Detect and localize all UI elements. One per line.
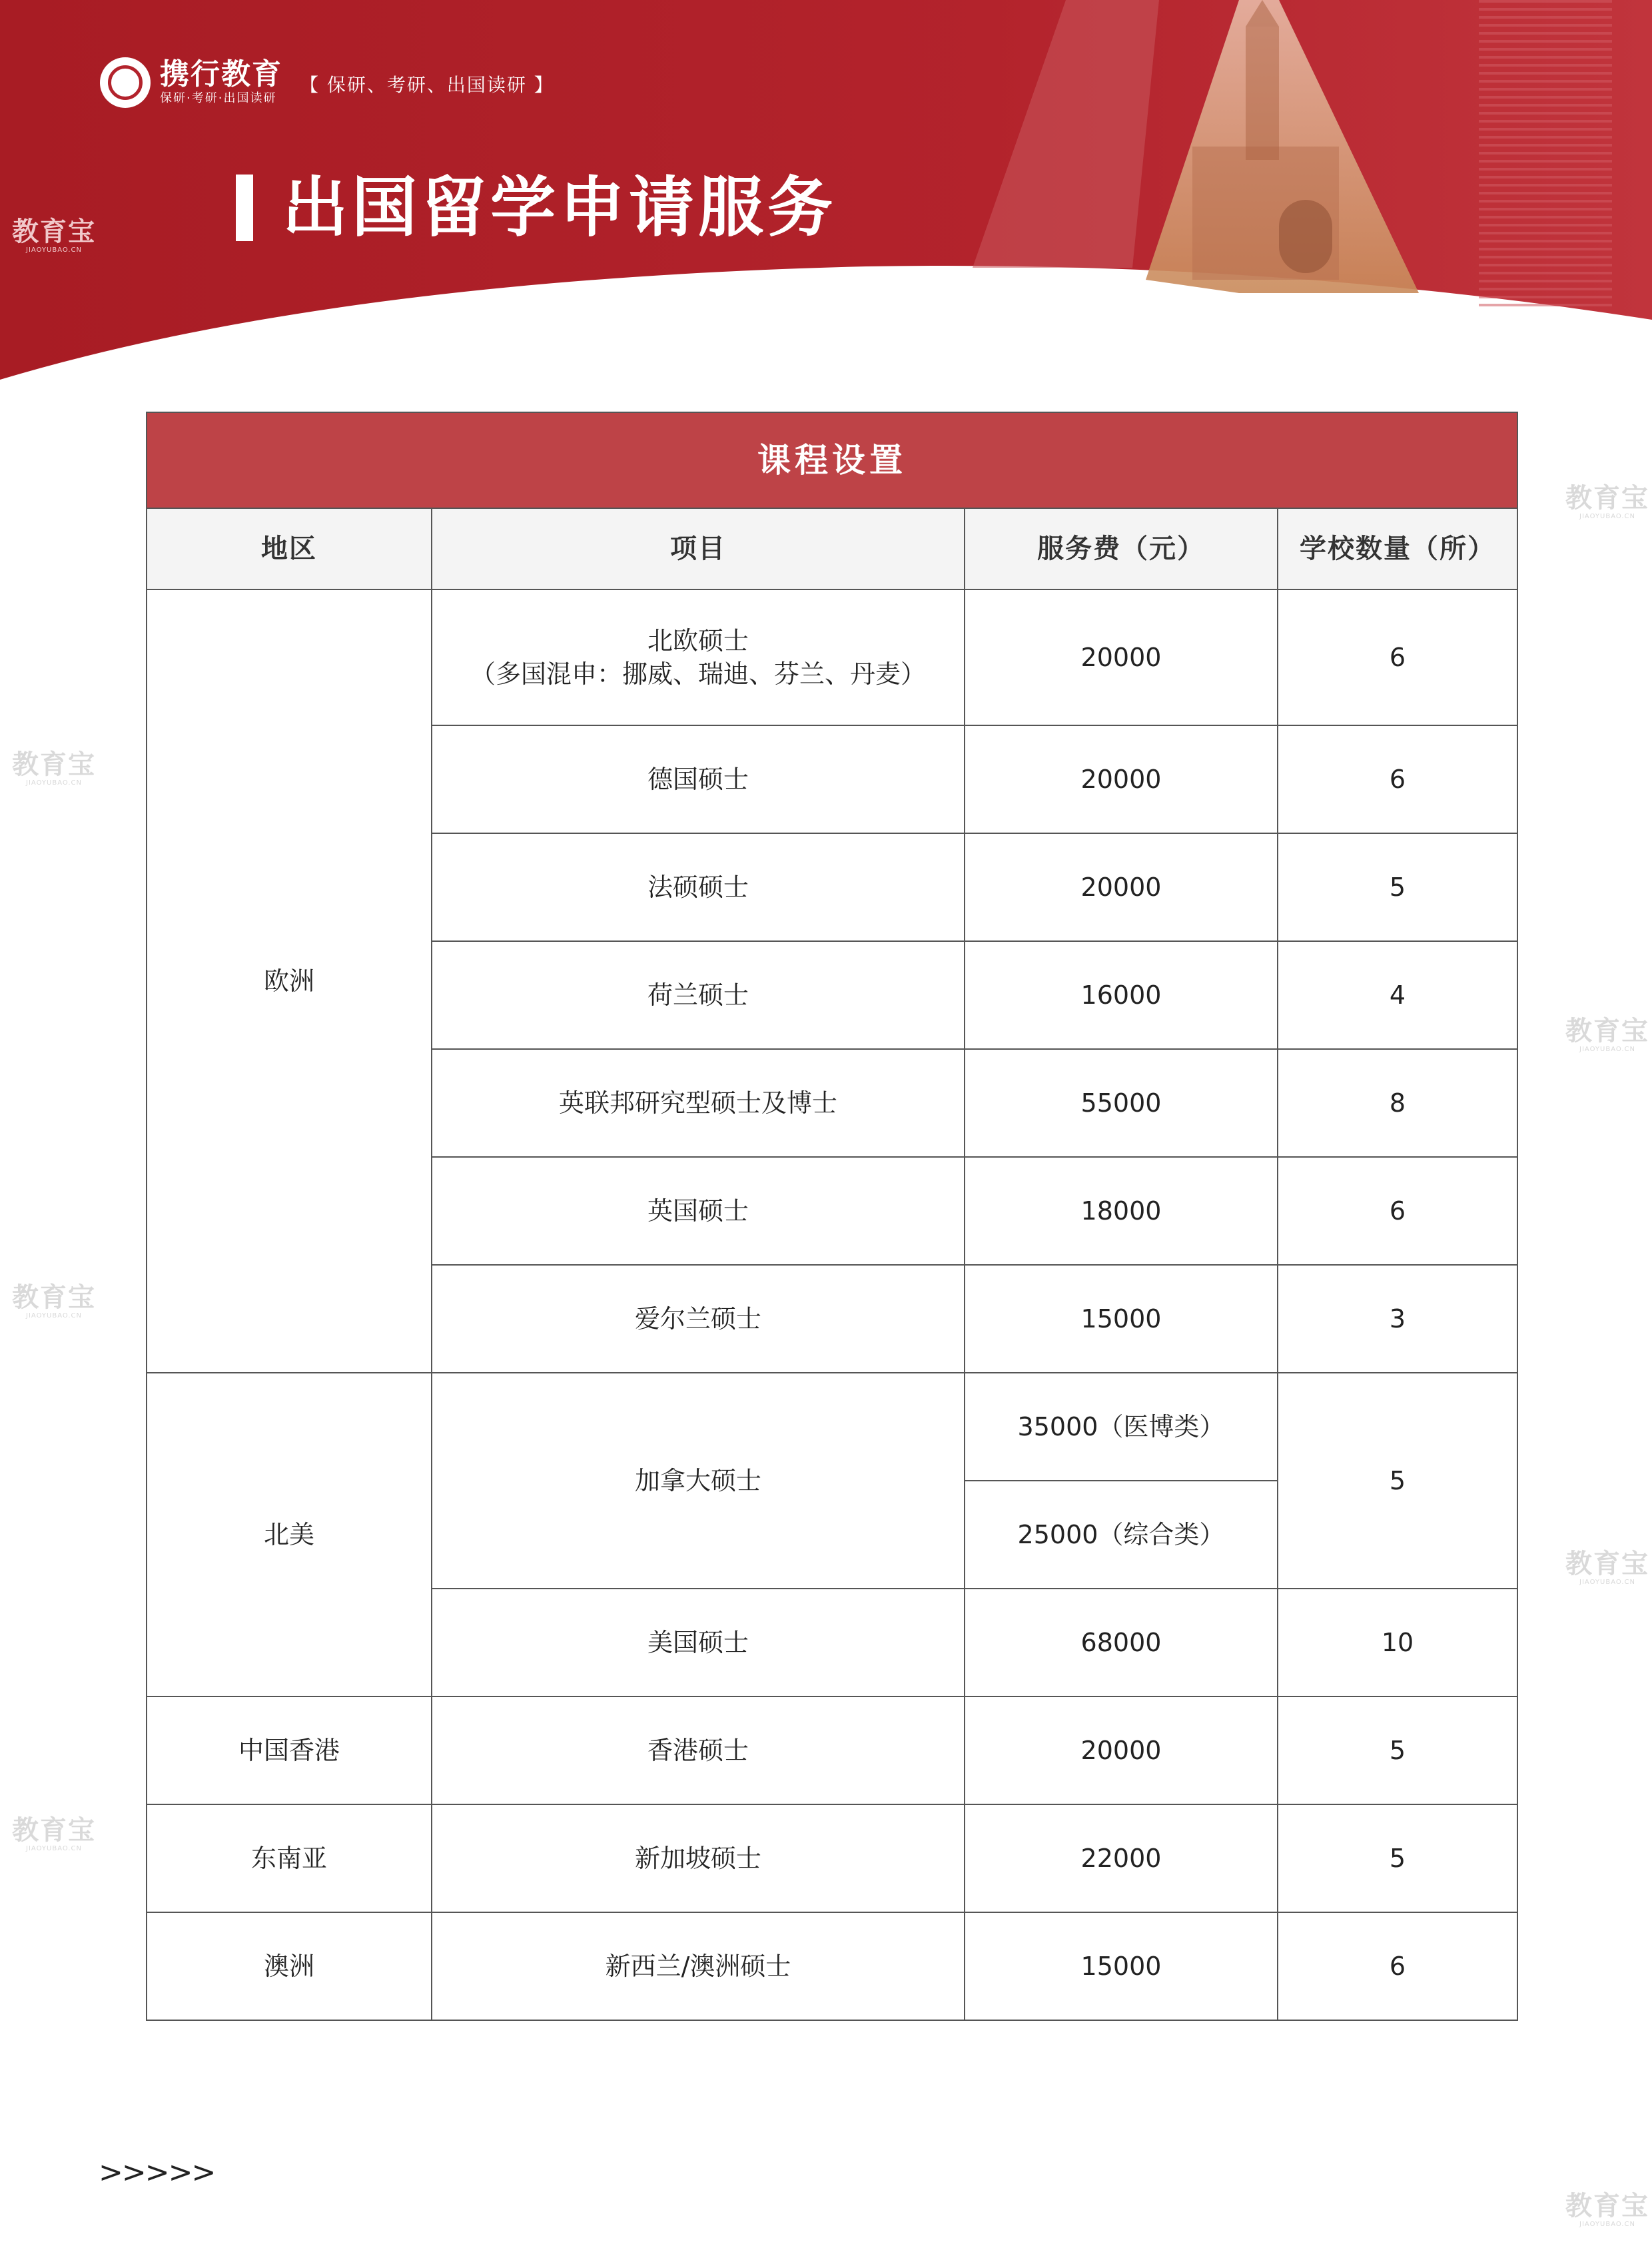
header-region: 地区 xyxy=(147,508,432,589)
schools-cell: 10 xyxy=(1278,1589,1517,1696)
brand-subtitle: 保研·考研·出国读研 xyxy=(160,91,277,105)
project-cell: 法硕硕士 xyxy=(432,833,965,941)
brand-name: 携行教育 xyxy=(160,57,282,91)
course-table xyxy=(146,412,1518,2021)
watermark: 教育宝 JIAOYUBAO.CN xyxy=(12,1815,96,1852)
header-project: 项目 xyxy=(432,508,965,589)
fee-cell: 15000 xyxy=(965,1265,1278,1373)
table-caption: 课程设置 xyxy=(147,412,1517,508)
schools-cell: 6 xyxy=(1278,1912,1517,2020)
table-row xyxy=(147,1373,1517,1481)
fee-cell: 22000 xyxy=(965,1804,1278,1912)
project-cell: 加拿大硕士 xyxy=(432,1373,965,1589)
table-caption-row xyxy=(147,412,1517,508)
watermark: 教育宝 JIAOYUBAO.CN xyxy=(12,1282,96,1319)
schools-cell: 5 xyxy=(1278,1804,1517,1912)
project-cell: 英国硕士 xyxy=(432,1157,965,1265)
region-cell: 欧洲 xyxy=(147,589,432,1373)
project-cell: 香港硕士 xyxy=(432,1696,965,1804)
project-cell: 爱尔兰硕士 xyxy=(432,1265,965,1373)
fee-cell: 15000 xyxy=(965,1912,1278,2020)
table-header-row xyxy=(147,508,1517,589)
fee-cell: 35000（医博类） xyxy=(965,1373,1278,1481)
fee-cell: 16000 xyxy=(965,941,1278,1049)
footer-arrows: >>>>> xyxy=(99,2155,215,2189)
watermark: 教育宝 JIAOYUBAO.CN xyxy=(1565,483,1649,520)
schools-cell: 5 xyxy=(1278,1696,1517,1804)
schools-cell: 6 xyxy=(1278,589,1517,725)
watermark: 教育宝 JIAOYUBAO.CN xyxy=(1565,1549,1649,1586)
fee-cell: 18000 xyxy=(965,1157,1278,1265)
table-row xyxy=(147,589,1517,725)
logo-icon xyxy=(100,57,151,108)
schools-cell: 4 xyxy=(1278,941,1517,1049)
schools-cell: 3 xyxy=(1278,1265,1517,1373)
header-fee: 服务费（元） xyxy=(965,508,1278,589)
schools-cell: 6 xyxy=(1278,1157,1517,1265)
table-row xyxy=(147,1696,1517,1804)
watermark: 教育宝 JIAOYUBAO.CN xyxy=(1565,1016,1649,1053)
project-line: 北欧硕士 xyxy=(647,626,749,655)
watermark: 教育宝 JIAOYUBAO.CN xyxy=(1565,2191,1649,2228)
project-cell xyxy=(432,589,965,725)
project-line: （多国混申：挪威、瑞迪、芬兰、丹麦） xyxy=(470,659,926,689)
schools-cell: 5 xyxy=(1278,1373,1517,1589)
brand-tagline: 【 保研、考研、出国读研 】 xyxy=(300,74,554,96)
project-cell: 德国硕士 xyxy=(432,725,965,833)
fee-cell: 20000 xyxy=(965,589,1278,725)
fee-cell: 68000 xyxy=(965,1589,1278,1696)
schools-cell: 5 xyxy=(1278,833,1517,941)
table-row xyxy=(147,1804,1517,1912)
watermark: 教育宝 JIAOYUBAO.CN xyxy=(12,216,96,254)
schools-cell: 8 xyxy=(1278,1049,1517,1157)
fee-cell: 55000 xyxy=(965,1049,1278,1157)
brand-logo[interactable] xyxy=(100,57,282,108)
fee-cell: 25000（综合类） xyxy=(965,1481,1278,1589)
fee-cell: 20000 xyxy=(965,1696,1278,1804)
header-schools: 学校数量（所） xyxy=(1278,508,1517,589)
fee-cell: 20000 xyxy=(965,833,1278,941)
project-cell: 新加坡硕士 xyxy=(432,1804,965,1912)
region-cell: 东南亚 xyxy=(147,1804,432,1912)
project-cell: 荷兰硕士 xyxy=(432,941,965,1049)
fee-cell: 20000 xyxy=(965,725,1278,833)
region-cell: 中国香港 xyxy=(147,1696,432,1804)
page-title: 出国留学申请服务 xyxy=(282,170,837,246)
region-cell: 北美 xyxy=(147,1373,432,1696)
project-cell: 美国硕士 xyxy=(432,1589,965,1696)
watermark: 教育宝 JIAOYUBAO.CN xyxy=(12,749,96,787)
project-cell: 新西兰/澳洲硕士 xyxy=(432,1912,965,2020)
title-accent-bar xyxy=(236,175,253,241)
project-cell: 英联邦研究型硕士及博士 xyxy=(432,1049,965,1157)
header-banner xyxy=(0,0,1652,400)
region-cell: 澳洲 xyxy=(147,1912,432,2020)
table-row xyxy=(147,1912,1517,2020)
schools-cell: 6 xyxy=(1278,725,1517,833)
